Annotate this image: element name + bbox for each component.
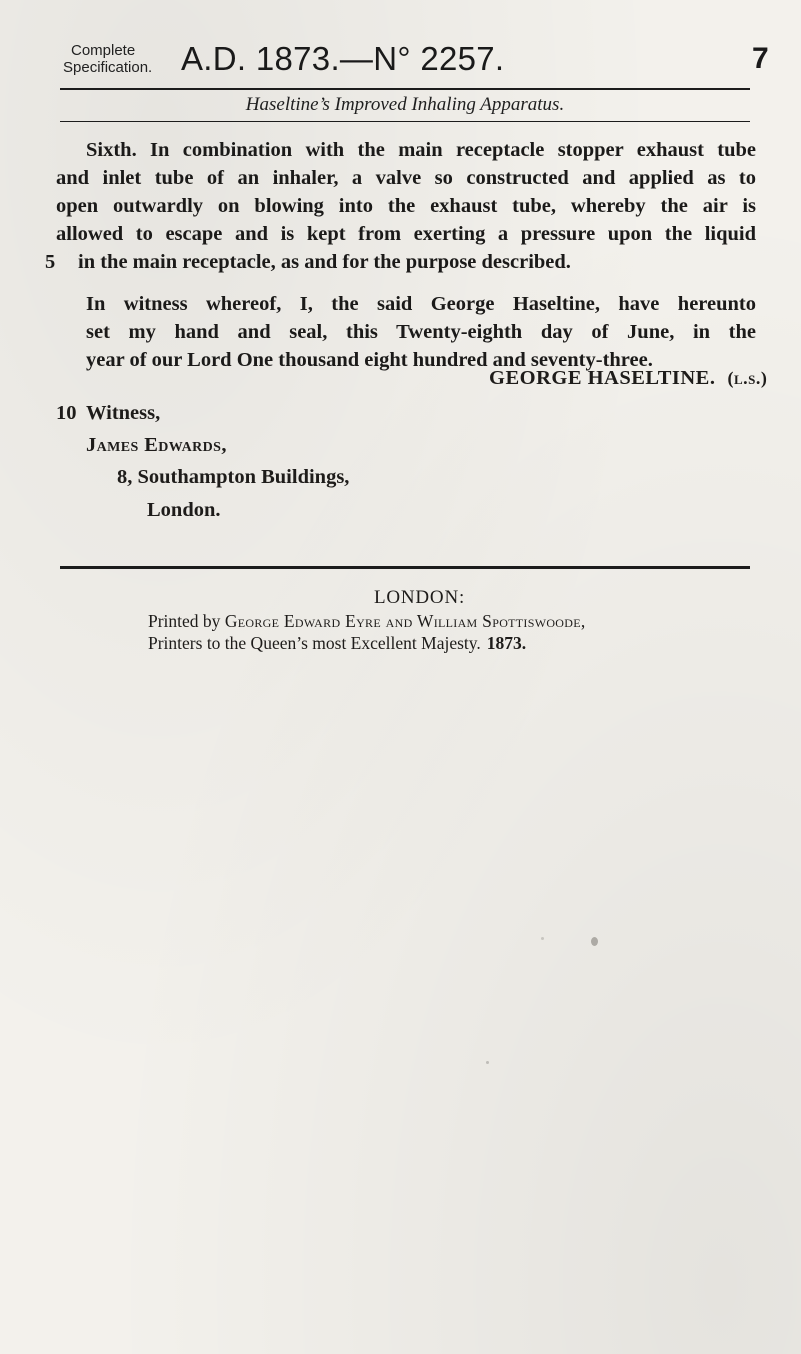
witness-label: Witness,: [86, 402, 161, 424]
line-number: 10: [56, 402, 77, 424]
page-number: 7: [752, 42, 769, 75]
ink-speck: [541, 937, 544, 940]
imprint-city: LONDON:: [373, 587, 466, 608]
line-number: 5: [45, 251, 56, 273]
witness-clause-line: In witness whereof, I, the said George Haseltine, have hereunto: [86, 293, 756, 315]
header-rule-bottom: [60, 121, 750, 122]
signature: [489, 364, 767, 392]
imprint-rule: [60, 566, 750, 569]
imprint-line2: Printers to the Queen’s most Excellent Majesty.: [148, 633, 481, 653]
ink-speck: [591, 937, 598, 946]
witness-clause-paragraph: [86, 290, 756, 374]
witness-name: James Edwards,: [86, 434, 227, 456]
seal-mark: (l.s.): [727, 368, 768, 388]
signatory-name: GEORGE HASELTINE.: [489, 367, 716, 389]
imprint-royal-printers: [148, 632, 526, 654]
imprint-prefix: Printed by: [148, 611, 225, 631]
running-title: Haseltine’s Improved Inhaling Apparatus.: [245, 94, 565, 115]
ink-speck: [486, 1061, 489, 1064]
claim-line-5: [45, 248, 756, 276]
claim-line: allowed to escape and is kept from exerting a pressure upon the liquid: [56, 223, 756, 245]
witness-clause-line: year of our Lord One thousand eight hundred and seventy-three.: [86, 349, 653, 371]
imprint-year: 1873.: [486, 633, 527, 653]
imprint-printer-names: George Edward Eyre and William Spottiswoode,: [224, 611, 586, 631]
spec-label-line1: Complete: [71, 42, 136, 59]
claim-line: Sixth. In combination with the main receptacle stopper exhaust tube: [86, 139, 756, 161]
claim-paragraph: [45, 136, 756, 276]
specification-label: [63, 42, 153, 76]
witness-address-line2: London.: [147, 499, 221, 521]
imprint-printed-by: [148, 610, 586, 632]
patent-number-title: A.D. 1873.—N° 2257.: [181, 40, 505, 77]
claim-line: open outwardly on blowing into the exhaust tube, whereby the air is: [56, 195, 756, 217]
claim-line: and inlet tube of an inhaler, a valve so constructed and applied as to: [56, 167, 756, 189]
witness-address-line1: 8, Southampton Buildings,: [117, 466, 350, 488]
witness-clause-line: set my hand and seal, this Twenty-eighth day of June, in the: [86, 321, 756, 343]
header-rule-top: [60, 88, 750, 90]
claim-line-text: in the main receptacle, as and for the purpose described.: [78, 251, 571, 273]
spec-label-line2: Specification.: [63, 59, 153, 76]
